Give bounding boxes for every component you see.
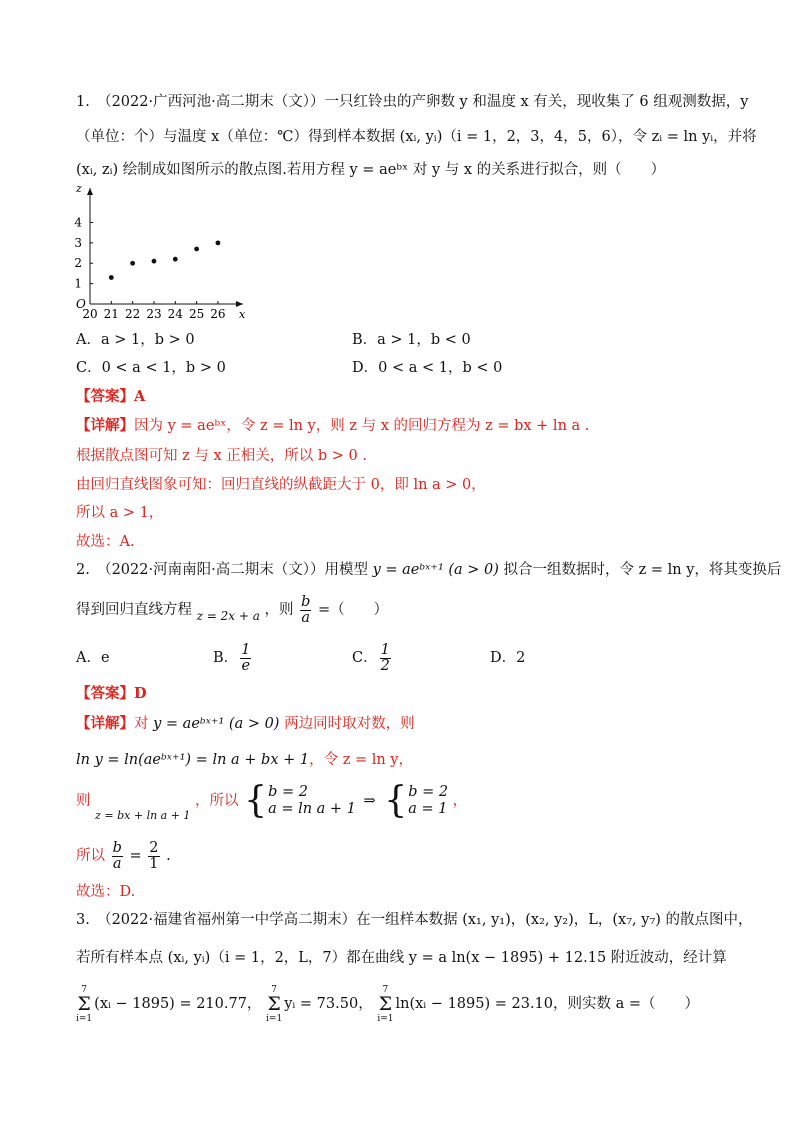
y-tick-label: 3	[74, 235, 82, 250]
q2-stem-line2	[76, 594, 388, 632]
scatter-axes	[75, 182, 246, 321]
x-tick-label: 24	[167, 307, 183, 321]
x-tick-label: 23	[146, 307, 162, 321]
q2-model-equation: y = aeᵇˣ⁺¹ (a > 0)	[372, 562, 499, 578]
q2-detail-5: 故选：D.	[76, 884, 136, 900]
x-axis-arrow	[236, 301, 243, 307]
q1-detail-2: 根据散点图可知 z 与 x 正相关，所以 b > 0 .	[76, 448, 367, 464]
q2-stem2-post: =（ ）	[317, 602, 389, 618]
q2-stem-line1	[76, 560, 781, 580]
q2-stem-pre: 2. （2022·河南南阳·高二期末（文））用模型	[76, 562, 368, 578]
q2-option-d: D．2	[490, 650, 526, 666]
x-tick-label: 26	[210, 307, 226, 321]
sum-sign: 7 Σ i=1	[377, 984, 394, 1024]
q1-answer: 【答案】A	[76, 388, 146, 405]
q2-system: { b = 2 a = ln a + 1 ⇒ { b = 2 a = 1	[244, 780, 449, 821]
q3-sum-1: (xᵢ − 1895) = 210.77，	[94, 996, 262, 1012]
q2-regression-equation: z = 2x + a	[196, 609, 260, 623]
q1-stem-line2: （单位：个）与温度 x（单位：℃）得到样本数据 (xᵢ, yᵢ)（i = 1，2，3，4，5，6），令 zᵢ = ln yᵢ，并将	[76, 129, 757, 145]
q2-stem2-mid: ，则	[264, 602, 294, 618]
data-point	[194, 247, 199, 252]
data-point	[130, 261, 135, 266]
q1-option-a: A．a > 1，b > 0	[76, 332, 195, 348]
y-axis-label: z	[76, 182, 82, 195]
q2-option-a: A．e	[76, 650, 110, 666]
q2-result-fraction: $\frac{b}{a}$ = $\frac{2}{1}$	[112, 839, 159, 872]
origin-label: O	[76, 297, 86, 311]
x-tick-label: 21	[103, 307, 119, 321]
scatter-plot	[62, 182, 262, 322]
data-point	[109, 275, 114, 280]
q1-detail-4: 所以 a > 1，	[76, 505, 164, 521]
q2-detail-3: 则 $_{z = bx + ln a + 1}$ ，所以 { b = 2 a = ln a + 1 ⇒ { b = 2 a = 1 ，	[76, 780, 468, 822]
q2-transformed-equation: z = bx + ln a + 1	[95, 809, 191, 822]
q1-detail-1	[76, 416, 589, 436]
q1-detail-5: 故选：A.	[76, 534, 135, 550]
q2-detail-1: 【详解】对 y = aeᵇˣ⁺¹ (a > 0) 两边同时取对数，则	[76, 715, 415, 732]
y-tick-label: 1	[74, 276, 82, 291]
q2-detail-2: ln y = ln(aeᵇˣ⁺¹) = ln a + bx + 1，令 z = ln y，	[76, 752, 413, 768]
q2-answer: 【答案】D	[76, 685, 147, 702]
q3-sum-3: ln(xᵢ − 1895) = 23.10，则实数 a =（ ）	[395, 996, 700, 1012]
q1-stem-line1: 1. （2022·广西河池·高二期末（文））一只红铃虫的产卵数 y 和温度 x 有关，现收集了 6 组观测数据，y	[76, 94, 749, 110]
q1-detail-3: 由回归直线图象可知：回归直线的纵截距大于 0，即 ln a > 0，	[76, 477, 486, 493]
q2-stem2-pre: 得到回归直线方程	[76, 602, 192, 618]
sum-sign: 7 Σ i=1	[76, 984, 93, 1024]
q2-detail-4: 所以 $\frac{b}{a}$ = $\frac{2}{1}$ .	[76, 839, 171, 872]
x-tick-label: 25	[188, 307, 205, 321]
q1-option-b: B．a > 1，b < 0	[352, 332, 471, 348]
q1-option-c: C．0 < a < 1，b > 0	[76, 360, 226, 376]
q1-stem-line3: (xᵢ, zᵢ) 绘制成如图所示的散点图.若用方程 y = aeᵇˣ 对 y 与 x 的关系进行拟合，则（ ）	[76, 162, 666, 178]
sum-sign: 7 Σ i=1	[266, 984, 283, 1024]
data-point	[173, 257, 178, 262]
q1-option-d: D．0 < a < 1，b < 0	[352, 360, 503, 376]
y-axis-arrow	[87, 188, 93, 195]
scatter-ticks	[74, 215, 225, 321]
data-point	[216, 240, 221, 245]
q3-stem-line1: 3. （2022·福建省福州第一中学高二期末）在一组样本数据 (x₁, y₁)，(x₂, y₂)，L，(x₇, y₇) 的散点图中，	[76, 912, 753, 928]
q1-detail-tag: 【详解】	[76, 417, 134, 434]
q2-fraction: $\frac{b}{a}$	[301, 593, 311, 626]
q2-detail-model: y = aeᵇˣ⁺¹ (a > 0)	[153, 716, 280, 732]
q1-detail-1-text: 因为 y = aeᵇˣ，令 z = ln y，则 z 与 x 的回归方程为 z = bx + ln a .	[134, 418, 590, 434]
x-axis-label: x	[239, 308, 246, 321]
x-tick-label: 20	[82, 307, 98, 321]
q2-log-equation: ln y = ln(aeᵇˣ⁺¹) = ln a + bx + 1	[76, 752, 310, 768]
q2-detail-tag: 【详解】	[76, 715, 134, 732]
data-point	[152, 259, 157, 264]
y-tick-label: 2	[74, 256, 82, 271]
q2-stem-post: 拟合一组数据时，令 z = ln y，将其变换后	[503, 562, 782, 578]
q2-option-c: C． $\frac{1}{2}$	[352, 641, 390, 674]
q3-stem-line2: 若所有样本点 (xᵢ, yᵢ)（i = 1，2，L，7）都在曲线 y = a ln(x − 1895) + 12.15 附近波动，经计算	[76, 950, 727, 966]
q3-stem-line3	[76, 984, 699, 1024]
q2-option-b: B． $\frac{1}{e}$	[213, 641, 251, 674]
x-tick-label: 22	[125, 307, 141, 321]
scatter-points	[109, 240, 220, 279]
y-tick-label: 4	[74, 215, 82, 230]
q3-sum-2: yᵢ = 73.50，	[284, 996, 373, 1012]
